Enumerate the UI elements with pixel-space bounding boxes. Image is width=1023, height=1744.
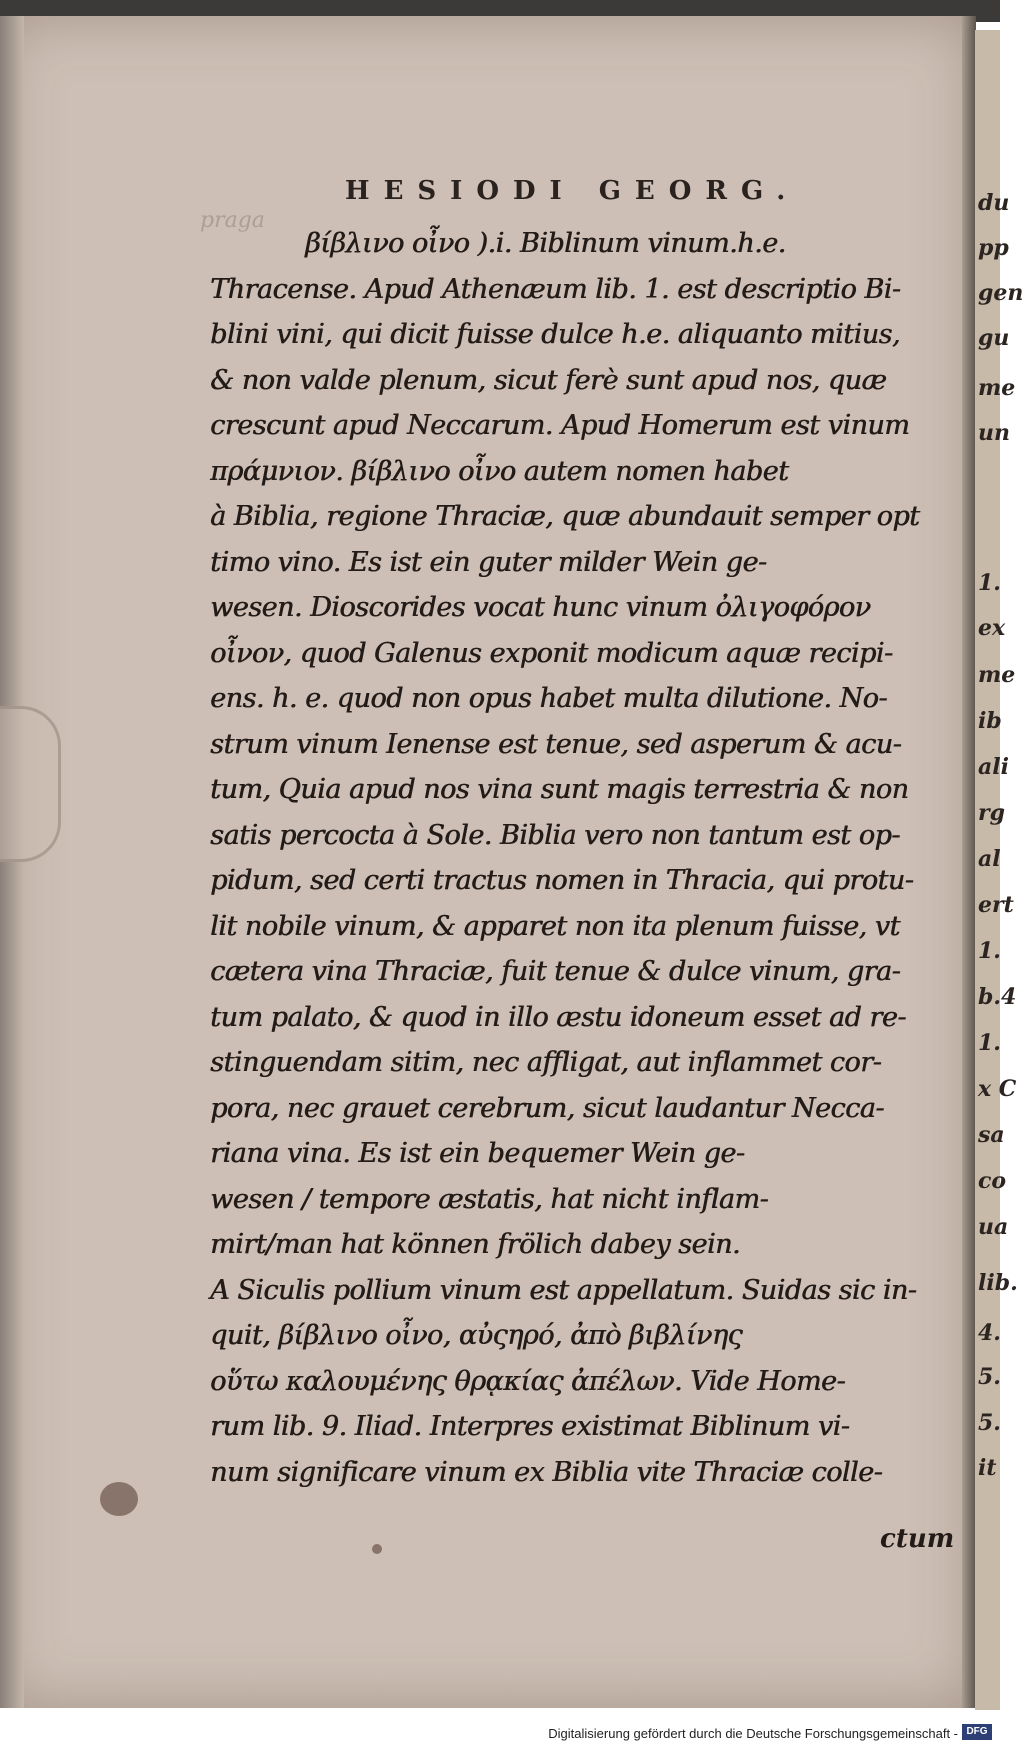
- facing-fragment: 4.: [978, 1320, 1001, 1346]
- text-line: οἶνον, quod Galenus exponit modicum aquæ recipi-: [210, 637, 893, 669]
- facing-fragment: 5.: [978, 1410, 1001, 1436]
- text-line: cætera vina Thraciæ, fuit tenue & dulce vinum, gra-: [210, 956, 901, 987]
- text-line: wesen / tempore æstatis, hat nicht inflam-: [210, 1183, 769, 1215]
- show-through-text: praga: [200, 208, 265, 233]
- facing-fragment: 5.: [978, 1364, 1001, 1390]
- running-head: HESIODI GEORG.: [345, 176, 800, 206]
- text-line: satis percocta à Sole. Biblia vero non tantum est op-: [210, 819, 900, 851]
- facing-fragment: ex: [978, 615, 1006, 641]
- ink-dot: [372, 1544, 382, 1554]
- text-line: stinguendam sitim, nec affligat, aut inflammet cor-: [210, 1047, 882, 1078]
- facing-fragment: du: [978, 190, 1010, 216]
- text-line: strum vinum Ienense est tenue, sed asperum & acu-: [210, 728, 902, 760]
- book-page: [0, 16, 975, 1708]
- text-line: A Siculis pollium vinum est appellatum. Suidas sic in-: [210, 1274, 917, 1306]
- facing-fragment: un: [978, 420, 1010, 446]
- facing-fragment: b.4: [978, 984, 1017, 1010]
- body-text: [210, 221, 950, 1495]
- text-line: pidum, sed certi tractus nomen in Thracia, qui protu-: [210, 865, 914, 896]
- facing-fragment: me: [978, 662, 1016, 688]
- text-line: πράμνιον. βίβλινο οἶνο autem nomen habet: [210, 455, 789, 487]
- text-line: βίβλινο οἶνο ).i. Biblinum vinum.h.e.: [305, 228, 786, 259]
- facing-fragment: it: [978, 1455, 997, 1481]
- facing-fragment: ua: [978, 1214, 1009, 1240]
- digitization-credit: Digitalisierung gefördert durch die Deutsche Forschungsgemeinschaft -: [548, 1726, 958, 1741]
- text-line: tum palato, & quod in illo æstu idoneum esset ad re-: [210, 1001, 906, 1033]
- text-line: pora, nec grauet cerebrum, sicut laudantur Necca-: [210, 1092, 884, 1124]
- text-line: Thracense. Apud Athenæum lib. 1. est descriptio Bi-: [210, 273, 901, 305]
- facing-fragment: 1.: [978, 938, 1001, 964]
- facing-fragment: sa: [978, 1122, 1005, 1148]
- facing-fragment: ert: [978, 892, 1014, 918]
- catchword: ctum: [880, 1524, 955, 1554]
- text-line: rum lib. 9. Iliad. Interpres existimat Biblinum vi-: [210, 1411, 850, 1442]
- page-clip-mark: [0, 706, 61, 862]
- facing-fragment: ib: [978, 708, 1002, 734]
- text-line: lit nobile vinum, & apparet non ita plenum fuisse, vt: [210, 910, 900, 942]
- text-line: mirt/man hat können frölich dabey sein.: [210, 1229, 740, 1260]
- facing-page-edge: [975, 30, 1023, 1710]
- facing-fragment: al: [978, 846, 1001, 872]
- ink-stain: [100, 1482, 138, 1516]
- text-line: & non valde plenum, sicut ferè sunt apud nos, quæ: [210, 364, 887, 396]
- text-line: num significare vinum ex Biblia vite Thraciæ colle-: [210, 1456, 883, 1488]
- page-gutter: [962, 16, 976, 1708]
- text-line: crescunt apud Neccarum. Apud Homerum est vinum: [210, 410, 910, 441]
- facing-fragment: gen: [978, 280, 1023, 306]
- facing-fragment: ali: [978, 754, 1009, 780]
- facing-fragment: lib.: [978, 1270, 1018, 1296]
- facing-fragment: co: [978, 1168, 1007, 1194]
- facing-fragment: 1.: [978, 570, 1001, 596]
- text-line: quit, βίβλινο οἶνο, αὐςηρό, ἀπὸ βιβλίνης: [210, 1320, 743, 1351]
- facing-fragment: 1.: [978, 1030, 1001, 1056]
- text-line: ens. h. e. quod non opus habet multa dilutione. No-: [210, 683, 887, 714]
- facing-fragment: x C: [978, 1076, 1017, 1102]
- text-line: timo vino. Es ist ein guter milder Wein ge-: [210, 546, 767, 578]
- text-line: wesen. Dioscorides vocat hunc vinum ὀλιγοφόρον: [210, 592, 871, 623]
- dfg-logo: DFG: [962, 1724, 992, 1740]
- facing-fragment: pp: [978, 235, 1009, 261]
- text-line: riana vina. Es ist ein bequemer Wein ge-: [210, 1138, 745, 1169]
- text-line: οὕτω καλουμένης θρᾳκίας ἀπέλων. Vide Home-: [210, 1365, 846, 1397]
- page-left-edge: [0, 16, 24, 1708]
- facing-fragment: me: [978, 375, 1016, 401]
- facing-fragment: gu: [978, 325, 1010, 351]
- text-line: tum, Quia apud nos vina sunt magis terrestria & non: [210, 774, 909, 805]
- text-line: blini vini, qui dicit fuisse dulce h.e. aliquanto mitius,: [210, 319, 900, 350]
- text-line: à Biblia, regione Thraciæ, quæ abundauit semper opt: [210, 501, 920, 532]
- facing-fragment: rg: [978, 800, 1005, 826]
